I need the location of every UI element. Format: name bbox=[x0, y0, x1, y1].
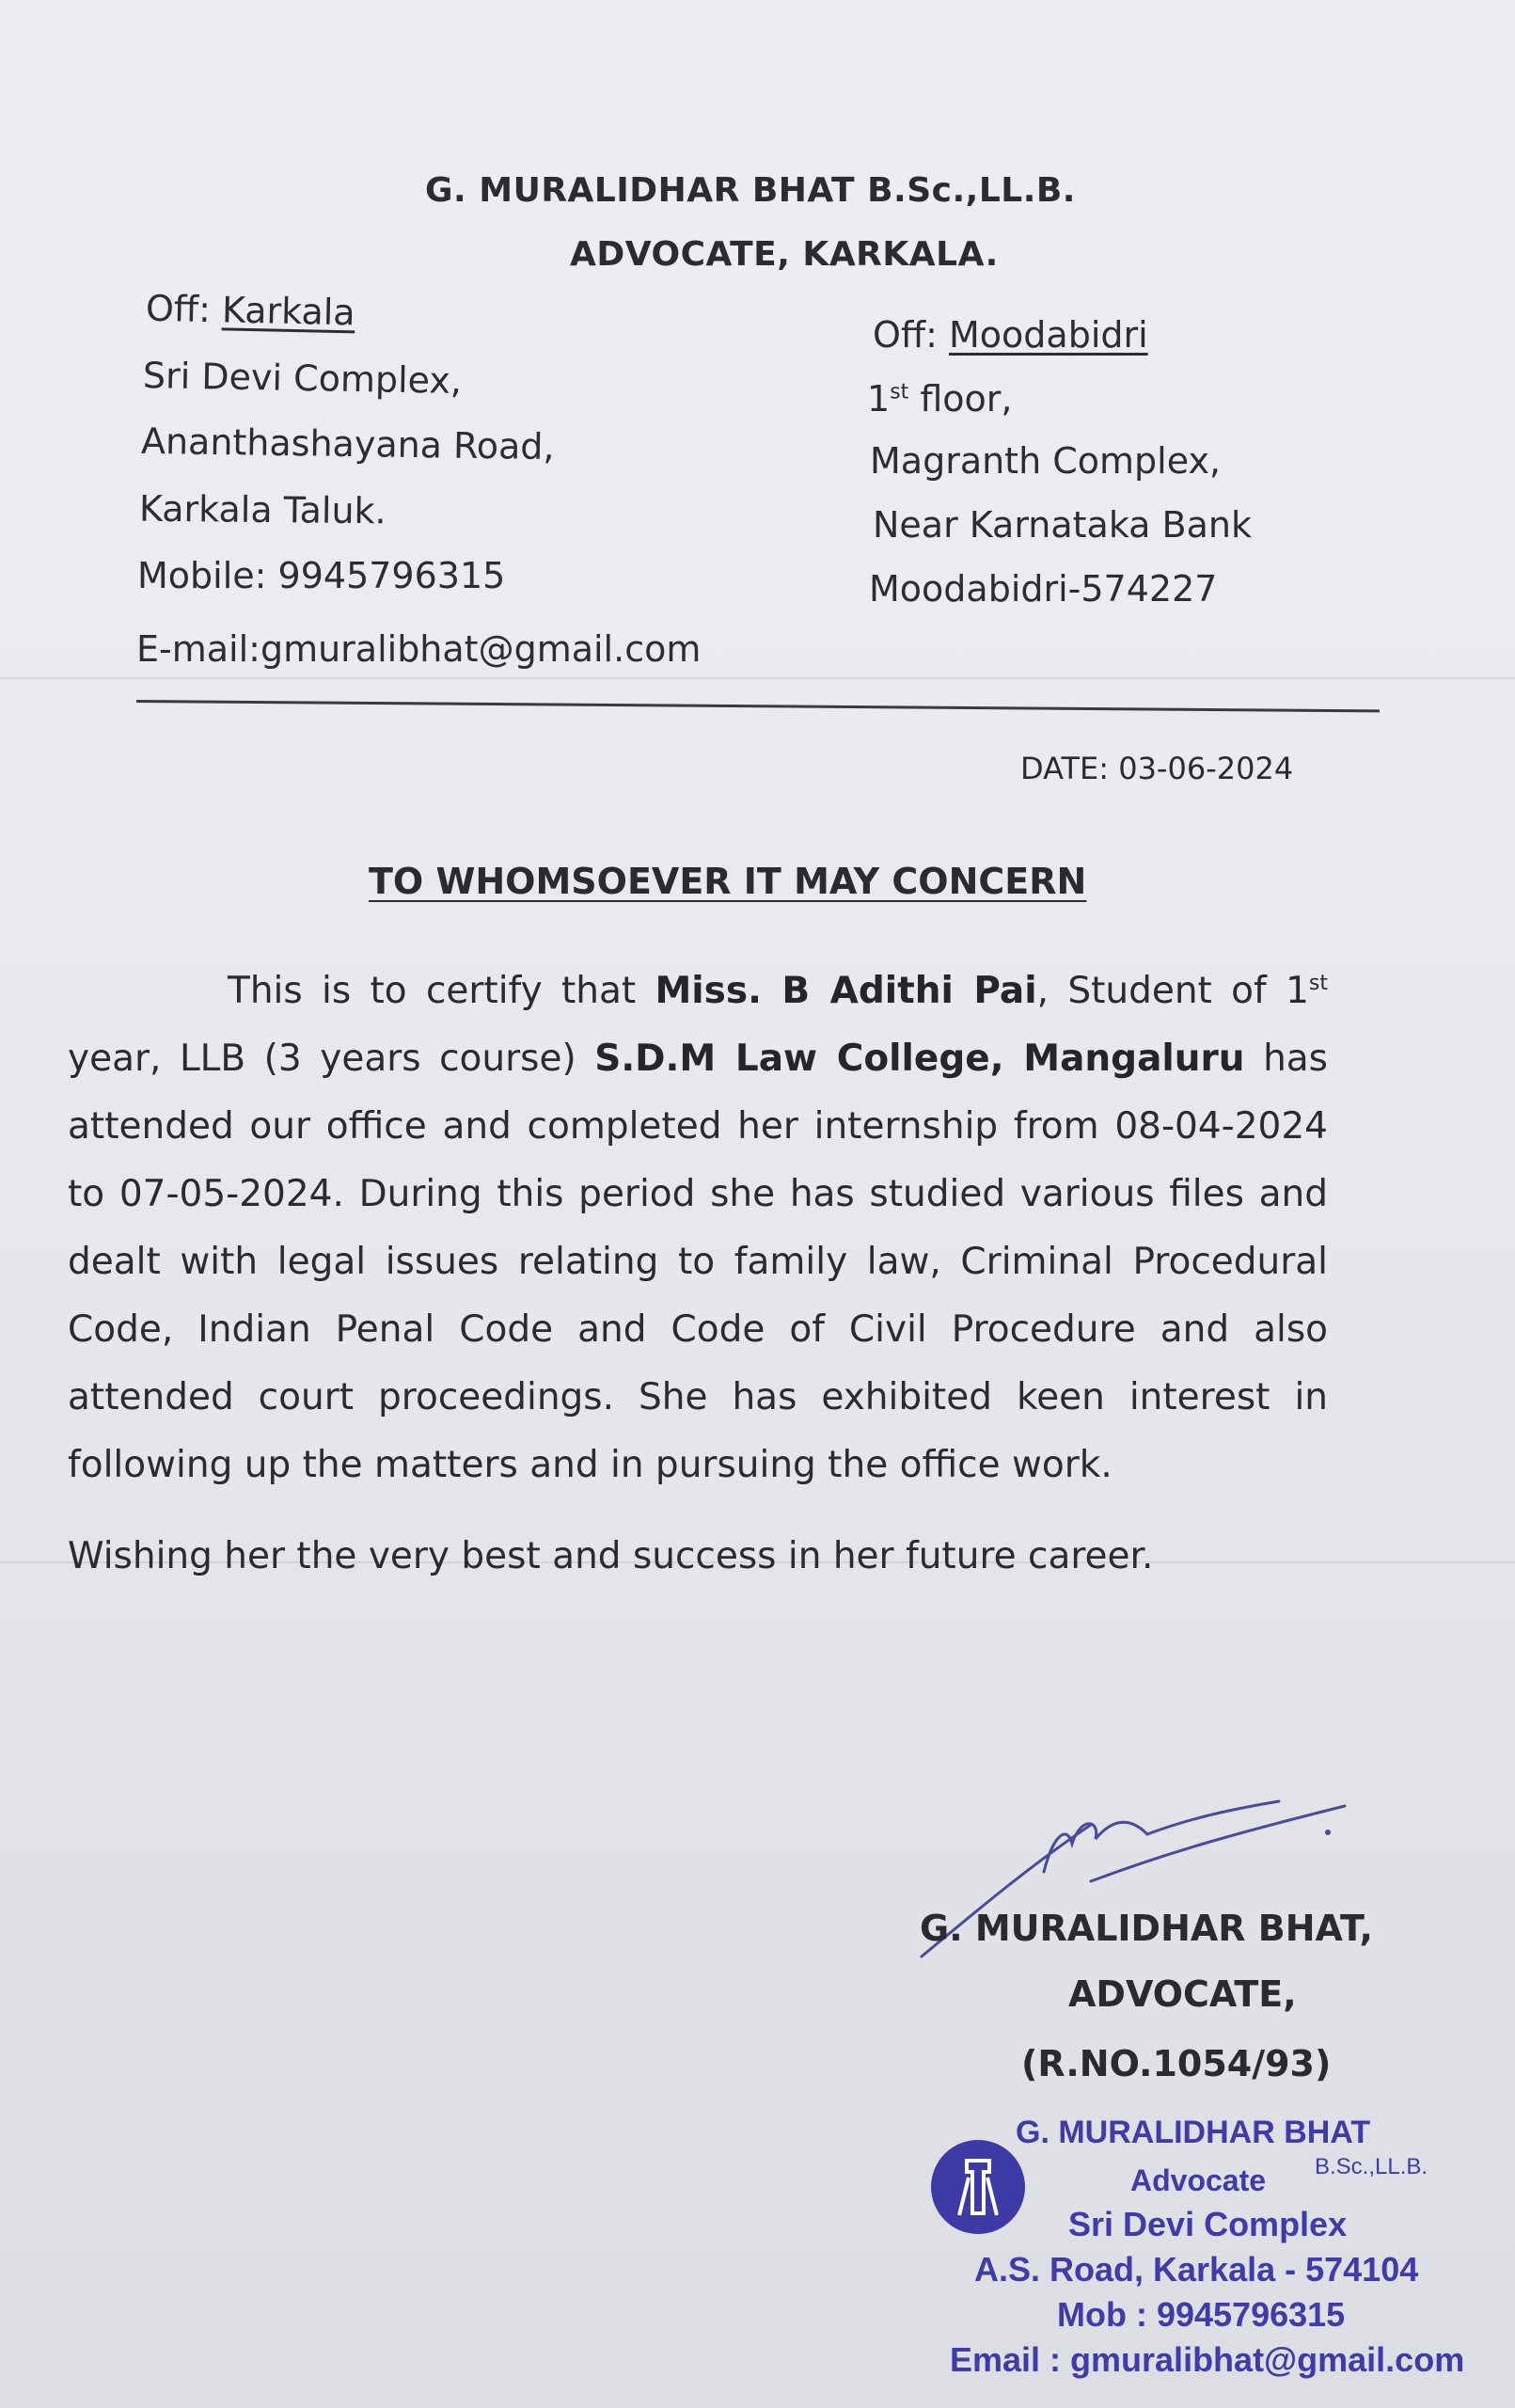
letterhead-name: G. MURALIDHAR BHAT B.Sc.,LL.B. bbox=[425, 171, 1076, 210]
letter-date: DATE: 03-06-2024 bbox=[1020, 751, 1294, 786]
office-right-floor bbox=[867, 378, 1013, 420]
office-left-email: E-mail:gmuralibhat@gmail.com bbox=[136, 628, 702, 670]
office-label-place: Karkala bbox=[221, 289, 356, 334]
floor-text: floor, bbox=[908, 378, 1013, 420]
body-text: year, LLB (3 years course) bbox=[68, 1038, 595, 1080]
letterhead-divider bbox=[136, 700, 1380, 712]
office-right-line: Near Karnataka Bank bbox=[873, 504, 1252, 546]
office-left-line: Sri Devi Complex, bbox=[142, 355, 463, 402]
stamp-qualification: B.Sc.,LL.B. bbox=[1315, 2154, 1428, 2179]
stamp-role: Advocate bbox=[1130, 2163, 1267, 2197]
office-right-label bbox=[873, 314, 1148, 356]
student-name: Miss. B Adithi Pai bbox=[655, 970, 1037, 1012]
body-text: , Student of 1 bbox=[1036, 970, 1309, 1012]
college-name: S.D.M Law College, Mangaluru bbox=[594, 1038, 1245, 1080]
office-left-label bbox=[146, 288, 356, 334]
signatory-role: ADVOCATE, bbox=[1068, 1973, 1297, 2015]
floor-superscript: st bbox=[890, 380, 909, 404]
signatory-registration: (R.NO.1054/93) bbox=[1021, 2043, 1332, 2084]
body-superscript: st bbox=[1308, 972, 1328, 995]
office-right-line: Moodabidri-574227 bbox=[869, 568, 1218, 610]
stamp-address-line: Sri Devi Complex bbox=[1068, 2205, 1348, 2243]
floor-number: 1 bbox=[867, 378, 891, 420]
paper-fold bbox=[0, 677, 1515, 679]
office-left-line: Ananthashayana Road, bbox=[140, 420, 555, 468]
stamp-address-line: A.S. Road, Karkala - 574104 bbox=[974, 2250, 1419, 2289]
letter-body bbox=[68, 950, 1328, 1499]
letterhead-designation: ADVOCATE, KARKALA. bbox=[570, 235, 999, 274]
office-left-line: Karkala Taluk. bbox=[138, 487, 387, 532]
office-label-prefix: Off: bbox=[873, 314, 938, 356]
signatory-name: G. MURALIDHAR BHAT, bbox=[920, 1908, 1373, 1949]
office-label-prefix: Off: bbox=[145, 287, 212, 331]
closing-line: Wishing her the very best and success in her future career. bbox=[68, 1535, 1154, 1577]
office-label-place: Moodabidri bbox=[949, 314, 1148, 356]
stamp-logo bbox=[931, 2140, 1025, 2234]
body-text: has attended our office and completed her internship from 08-04-2024 to 07-05-2024. During this period she has studied various files and dealt with legal issues relating to family law, Criminal Procedural Code, Indian Penal Code and Code of Civil Procedure and also attended court proceedings. She has exhibited keen interest in following up the matters and in pursuing the office work. bbox=[68, 1038, 1329, 1486]
letter-title: TO WHOMSOEVER IT MAY CONCERN bbox=[369, 861, 1087, 902]
stamp-email: Email : gmuralibhat@gmail.com bbox=[950, 2340, 1465, 2379]
office-right-line: Magranth Complex, bbox=[870, 440, 1222, 482]
stamp-name: G. MURALIDHAR BHAT bbox=[1016, 2115, 1371, 2150]
body-text: This is to certify that bbox=[228, 970, 655, 1012]
office-left-mobile: Mobile: 9945796315 bbox=[137, 555, 506, 596]
stamp-mobile: Mob : 9945796315 bbox=[1057, 2295, 1346, 2334]
